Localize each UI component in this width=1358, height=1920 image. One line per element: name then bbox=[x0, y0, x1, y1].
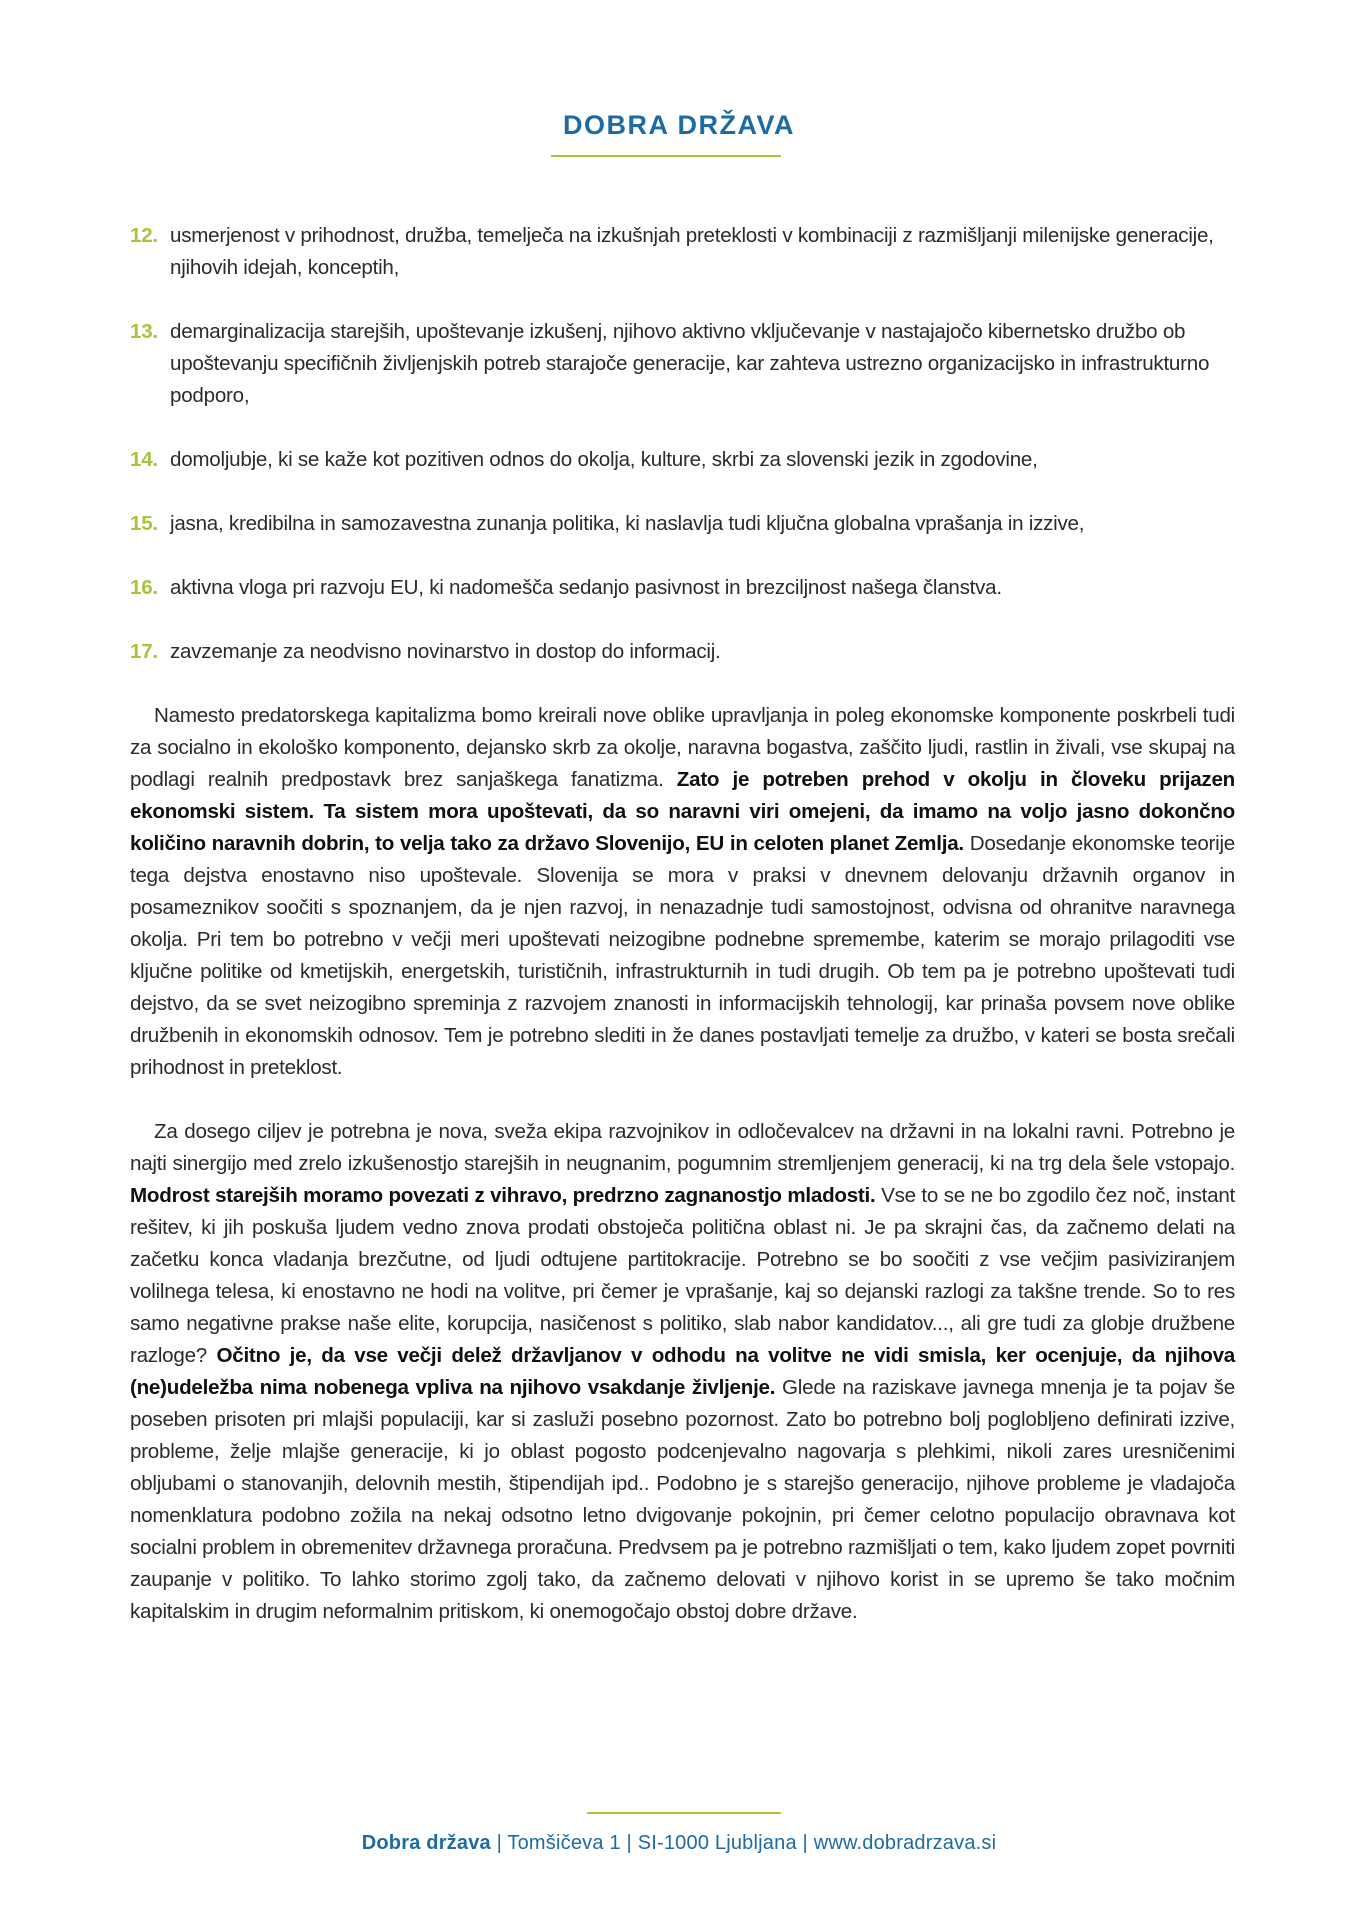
footer-divider bbox=[587, 1812, 781, 1814]
footer-city: SI-1000 Ljubljana bbox=[637, 1832, 797, 1854]
paragraph-text: Vse to se ne bo zgodilo čez noč, instant rešitev, ki jih poskuša ljudem vedno znova prodati obstoječa politična oblast ni. Je pa skrajni čas, da začnemo delati na začetku konca vladanja brezčutne, od ljudi odtujene partitokracije. Potrebno se bo soočiti z vse večjim pasiviziranjem volilnega telesa, ki enostavno ne hodi na volitve, pri čemer je vprašanje, kaj so dejanski razlogi za takšne trende. So to res samo negativne prakse naše elite, korupcija, nasičenost s politiko, slab nabor kandidatov..., ali gre tudi za globje družbene razloge? bbox=[130, 1184, 1235, 1367]
list-number: 12. bbox=[130, 224, 158, 247]
list-text: usmerjenost v prihodnost, družba, temelječa na izkušnjah preteklosti v kombinaciji z razmišljanji milenijske generacije, njihovih idejah, konceptih, bbox=[170, 224, 1214, 279]
paragraph-text: Glede na raziskave javnega mnenja je ta pojav še poseben prisoten pri mlajši populaciji, kar si zasluži posebno pozornost. Zato bo potrebno bolj poglobljeno definirati izzive, probleme, želje mlajše generacije, ki jo oblast pogosto podcenjevalno nagovarja s plehkimi, nikoli zares uresničenimi obljubami o stanovanjih, delovnih mestih, štipendijah ipd.. Podobno je s starejšo generacijo, njihove probleme je vladajoča nomenklatura podobno zožila na nekaj odsotno letno dvigovanje pokojnin, pri čemer celotno populacijo obravnava kot socialni problem in obremenitev državnega proračuna. Predvsem pa je potrebno razmišljati o tem, kako ljudem zopet povrniti zaupanje v politiko. To lahko storimo zgolj tako, da začnemo delovati v njihovo korist in se upremo še tako močnim kapitalskim in drugim neformalnim pritiskom, ki onemogočajo obstoj dobre države. bbox=[130, 1376, 1236, 1623]
list-text: aktivna vloga pri razvoju EU, ki nadomešča sedanjo pasivnost in brezciljnost našega članstva. bbox=[170, 576, 1002, 599]
list-number: 14. bbox=[130, 448, 158, 471]
body-paragraph-1 bbox=[130, 700, 1235, 1084]
paragraph-text: Dosedanje ekonomske teorije tega dejstva enostavno niso upoštevale. Slovenija se mora v praksi v dnevnem delovanju državnih organov in posameznikov soočiti s spoznanjem, da je njen razvoj, in nenazadnje tudi samostojnost, odvisna od ohranitve naravnega okolja. Pri tem bo potrebno v večji meri upoštevati neizogibne podnebne spremembe, katerim se morajo prilagoditi vse ključne politike od kmetijskih, energetskih, turističnih, infrastrukturnih in tudi drugih. Ob tem pa je potrebno upoštevati tudi dejstvo, da se svet neizogibno spreminja z razvojem znanosti in informacijskih tehnologij, kar prinaša povsem nove oblike družbenih in ekonomskih odnosov. Tem je potrebno slediti in že danes postavljati temelje za družbo, v kateri se bosta srečali prihodnost in preteklost. bbox=[130, 832, 1235, 1079]
list-text: domoljubje, ki se kaže kot pozitiven odnos do okolja, kulture, skrbi za slovenski jezik in zgodovine, bbox=[170, 448, 1038, 471]
list-number: 17. bbox=[130, 640, 158, 663]
list-item bbox=[130, 572, 1235, 604]
footer-brand: Dobra država bbox=[361, 1832, 491, 1854]
list-text: zavzemanje za neodvisno novinarstvo in dostop do informacij. bbox=[170, 640, 721, 663]
list-number: 13. bbox=[130, 320, 158, 343]
list-number: 15. bbox=[130, 512, 158, 535]
page-title: DOBRA DRŽAVA bbox=[563, 110, 795, 140]
list-item bbox=[130, 508, 1235, 540]
footer-address: Tomšičeva 1 bbox=[507, 1832, 621, 1854]
paragraph-emphasis: Očitno je, da vse večji delež državljanov v odhodu na volitve ne vidi smisla, ker ocenjuje, da njihova (ne)udeležba nima nobenega vpliva na njihovo vsakdanje življenje. bbox=[130, 1344, 1236, 1399]
list-number: 16. bbox=[130, 576, 158, 599]
list-item bbox=[130, 636, 1235, 668]
paragraph-text: Namesto predatorskega kapitalizma bomo kreirali nove oblike upravljanja in poleg ekonomske komponente poskrbeli tudi za socialno in ekološko komponento, dejansko skrb za okolje, naravna bogastva, zaščito ljudi, rastlin in živali, vse skupaj na podlagi realnih predpostavk brez sanjaškega fanatizma. bbox=[130, 704, 1235, 791]
list-text: jasna, kredibilna in samozavestna zunanja politika, ki naslavlja tudi ključna globalna vprašanja in izzive, bbox=[170, 512, 1085, 535]
paragraph-emphasis: Zato je potreben prehod v okolju in človeku prijazen ekonomski sistem. Ta sistem mora upoštevati, da so naravni viri omejeni, da imamo na voljo jasno dokončno količino naravnih dobrin, to velja tako za državo Slovenijo, EU in celoten planet Zemlja. bbox=[130, 768, 1236, 855]
paragraph-emphasis: Modrost starejših moramo povezati z vihravo, predrzno zagnanostjo mladosti. bbox=[130, 1184, 876, 1207]
header-divider bbox=[551, 155, 781, 157]
footer-separator: | bbox=[796, 1832, 814, 1854]
list-item bbox=[130, 316, 1235, 412]
footer-website-link[interactable]: www.dobradrzava.si bbox=[813, 1832, 997, 1854]
page-footer bbox=[0, 1832, 1358, 1855]
list-item bbox=[130, 444, 1235, 476]
goals-list bbox=[130, 220, 1235, 668]
footer-separator: | bbox=[620, 1832, 638, 1854]
footer-separator: | bbox=[490, 1832, 508, 1854]
body-paragraph-2 bbox=[130, 1116, 1235, 1628]
document-body bbox=[130, 220, 1235, 1660]
list-item bbox=[130, 220, 1235, 284]
list-text: demarginalizacija starejših, upoštevanje izkušenj, njihovo aktivno vključevanje v nastajajočo kibernetsko družbo ob upoštevanju specifičnih življenjskih potreb starajoče generacije, kar zahteva ustrezno organizacijsko in infrastrukturno podporo, bbox=[170, 320, 1210, 407]
paragraph-text: Za dosego ciljev je potrebna je nova, sveža ekipa razvojnikov in odločevalcev na državni in na lokalni ravni. Potrebno je najti sinergijo med zrelo izkušenostjo starejših in neugnanim, pogumnim stremljenjem generacij, ki na trg dela šele vstopajo. bbox=[130, 1120, 1235, 1175]
